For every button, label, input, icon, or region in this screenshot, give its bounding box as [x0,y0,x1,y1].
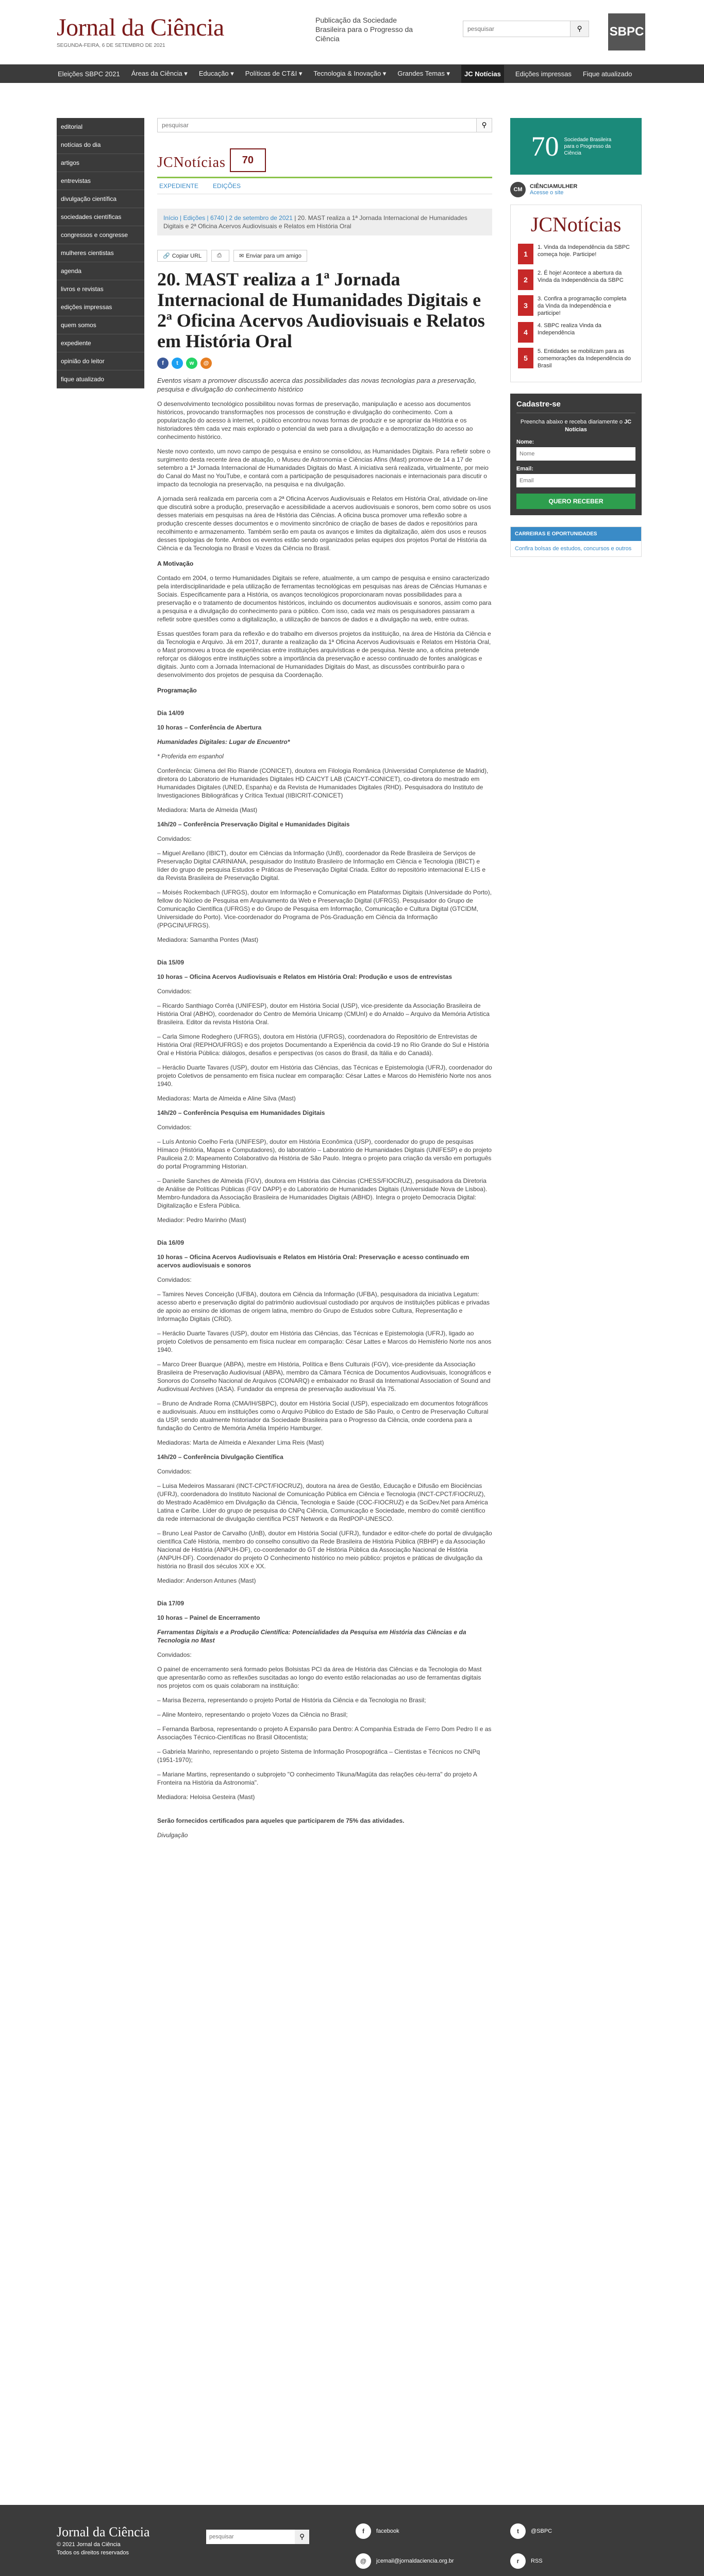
jc-noticias-logo-small [518,212,634,236]
article-paragraph: Contado em 2004, o termo Humanidades Digitais se refere, atualmente, a um campo de pesquisa e ensino caracterizado pela interdisciplinaridade e pela utilização de ferramentas tecnológicas em pesquisas nas áreas de Ciências Humanas e Sociais. Especificamente para a História, os avanços tecnológicos proporcionaram novas possibilidades para a preservação e o tratamento de documentos históricos, incluindo os documentos audiovisuais e sonoros, assim como para a pesquisa e a divulgação do conhecimento para o público. Com isso, cada vez mais os pesquisadores passaram a refletir sobre questões como a digitalização, a utilização de bancos de dados e a divulgação na web, entre outras. [157,574,492,623]
topnav-item[interactable]: Eleições SBPC 2021 [58,70,120,78]
program-line: – Bruno de Andrade Roma (CMA/IH/SBPC), doutor em História Social (USP), especializado em documentos fotográficos e audiovisuais. Atuou em instituições como o Arquivo Público do Estado de São Paulo, o Centro de Preservação Cultural da USP, sendo atualmente historiador da Sociedade Brasileira para o Progresso da Ciência, onde coordena para a fundação do Centro de Memória Amélia Império Hamburger. [157,1400,489,1432]
inner-search-button[interactable] [477,118,492,132]
sidebar-item[interactable]: sociedades científicas [57,208,144,226]
site-footer [0,2505,704,2576]
program-sess: 10 horas – Conferência de Abertura [157,724,262,731]
program-note: * Proferida em espanhol [157,753,224,760]
left-sidebar [57,118,144,388]
footer-email-label: jcemail@jornaldaciencia.org.br [376,2558,454,2564]
twitter-icon[interactable]: t [172,358,183,369]
program-line: Mediadoras: Marta de Almeida e Alexander Lima Reis (Mast) [157,1439,324,1446]
program-line: O painel de encerramento será formado pelos Bolsistas PCI da área de História das Ciências e da Tecnologia do Mast que apresentarão como as reflexões suscitadas ao longo do evento estão relacionadas ao uso de ferramentas digitais nos projetos com os quais colaboram na instituição: [157,1666,482,1689]
email-share-icon[interactable]: @ [200,358,212,369]
program-day: Dia 16/09 [157,1239,185,1246]
tab-edicoes[interactable]: EDIÇÕES [213,182,241,190]
search-icon: ⚲ [577,25,582,32]
signup-title: Cadastre-se [516,400,635,413]
print-button[interactable] [211,250,229,262]
search-icon: ⚲ [299,2533,305,2540]
footer-facebook-label: facebook [376,2528,399,2534]
topnav-item[interactable]: Edições impressas [515,70,572,78]
program-line: Convidados: [157,1468,192,1475]
program-line: – Marco Dreer Buarque (ABPA), mestre em História, Política e Bens Culturais (FGV), vice-presidente da Associação Brasileira de Preservação Audiovisual (ABPA), membro da Câmara Técnica de Documentos Audiovisuais, Iconográficos e Sonoros do Conselho Nacional de Arquivos (CONARQ) e embaixador no Brasil da International Association of Sound and Audiovisual Archives (IASA). Fundador da empresa de preservação audiovisual Via 75. [157,1361,491,1393]
footer-twitter-label: @SBPC [531,2528,552,2534]
sidebar-item[interactable]: entrevistas [57,172,144,190]
newsletter-signup [510,394,642,515]
signup-intro-text: Preencha abaixo e receba diariamente o [520,419,623,425]
header-search [463,21,589,37]
most-read-item[interactable] [518,348,634,369]
program-line: – Miguel Arellano (IBICT), doutor em Ciências da Informação (UnB), coordenador da Rede Brasileira de Serviços de Preservação Digital CARINIANA, pesquisador do Instituto Brasileiro de Informação em Ciência e Tecnologia (IBICT) e líder do grupo de pesquisa Estudos e Práticas de Preservação Digital Criada. Editor do repositório internacional E-LIS e da Revista Brasileira de Preservação Digital. [157,850,486,882]
header-search-button[interactable] [571,21,589,37]
most-read-text: 1. Vinda da Independência da SBPC começa hoje. Participe! [538,244,630,258]
article-body [157,400,492,694]
ciencia-mulher-icon: CM [510,182,526,197]
most-read-text: 2. É hoje! Acontece a abertura da Vinda da Independência da SBPC [538,270,624,283]
name-field[interactable] [516,447,635,461]
program-line: Mediadora: Samantha Pontes (Mast) [157,936,259,943]
sidebar-item[interactable]: quem somos [57,316,144,334]
footer-facebook-link[interactable] [356,2523,399,2539]
search-icon: ⚲ [481,121,487,129]
site-header [0,0,704,64]
topnav-item[interactable]: Fique atualizado [582,70,632,78]
program-sess: 10 horas – Painel de Encerramento [157,1614,260,1621]
inner-search [157,118,492,132]
topnav-item[interactable]: Políticas de CT&I ▾ [245,70,303,77]
program-line: – Aline Monteiro, representando o projeto Vozes da Ciência no Brasil; [157,1711,348,1718]
most-read-number: 3 [518,295,533,316]
careers-link[interactable]: Confira bolsas de estudos, concursos e outros [515,546,632,552]
sidebar-item[interactable]: editorial [57,118,144,136]
program-line: Conferência: Gimena del Rio Riande (CONICET), doutora em Filologia Românica (Universidad Complutense de Madrid), diretora do Laboratorio de Humanidades Digitales HD CAICYT LAB (CAICYT-CONICET), co-diretora do mestrado em Humanidades Digitales (UNED, Espanha) e da Revista de Humanidades Digitales (RHD). Pesquisadora do Instituto de Investigaciones Bibliográficas y Crítica Textual (IIBICRIT-CONICET) [157,767,489,799]
sbpc-70-banner[interactable] [510,118,642,175]
breadcrumb-links[interactable]: Início | Edições | 6740 | 2 de setembro de 2021 [163,214,293,222]
topnav-item[interactable]: Tecnologia & Inovação ▾ [313,70,387,77]
careers-title: CARREIRAS E OPORTUNIDADES [511,527,641,541]
program-line: Mediador: Pedro Marinho (Mast) [157,1216,246,1224]
sidebar-item[interactable]: fique atualizado [57,370,144,388]
send-friend-button[interactable] [233,250,307,262]
program-sess: 10 horas – Oficina Acervos Audiovisuais e Relatos em História Oral: Produção e usos de entrevistas [157,973,452,980]
most-read-number: 5 [518,348,533,368]
most-read-text: 5. Entidades se mobilizam para as comemorações da Independência do Brasil [538,348,631,369]
program-line: Convidados: [157,1276,192,1283]
most-read-text: 4. SBPC realiza Vinda da Independência [538,323,601,336]
certificate-note: Serão fornecidos certificados para aqueles que participarem de 75% das atividades. [157,1817,405,1824]
program-line: Mediador: Anderson Antunes (Mast) [157,1577,256,1584]
jcn-logo-prefix: JC [530,213,552,236]
article-paragraph: Essas questões foram para da reflexão e do trabalho em diversos projetos da instituição, na área de História da Ciência e da Tecnologia e Arquivo. Já em 2017, durante a realização da 1ª Oficina Acervos Audiovisuais e Relatos em História Oral, o Mast promoveu a troca de experiências entre instituições arquivísticas e de pesquisa. Neste ano, a oficina pretende reforçar os diálogos entre instituições sobre a importância da preservação e acesso continuado de fontes analógicas e digitais. Junto com a Jornada Internacional de Humanidades Digitais do Mast, as discussões contribuirão para o desenvolvimento dos projetos de pesquisa da Coordenação. [157,630,491,679]
whatsapp-icon[interactable]: w [186,358,197,369]
program-line: Mediadora: Heloisa Gesteira (Mast) [157,1793,255,1801]
program-line: – Luís Antonio Coelho Ferla (UNIFESP), doutor em História Econômica (USP), coordenador do grupo de pesquisas Hímaco (História, Mapas e Computadores), do laboratório – Laboratório de Humanidades Digitais (UNIFESP) e do projeto Pauliceia 2.0: Mapeamento Colaborativo da História de São Paulo. Integra o projeto para criação da versão em português do portal Programming Historian. [157,1138,492,1170]
program-line: Convidados: [157,1651,192,1658]
program-line: – Heráclio Duarte Tavares (USP), doutor em História das Ciências, das Técnicas e Epistemologia (UFRJ), ligado ao projeto Coletivos de pensamento em física nuclear em comparação: César Lattes e Marcos do Hemisfério Norte nos anos 1940. [157,1330,492,1353]
sidebar-item[interactable]: opinião do leitor [57,352,144,370]
sidebar-item[interactable]: livros e revistas [57,280,144,298]
program-line: Mediadora: Marta de Almeida (Mast) [157,806,258,814]
program-sess: 14h/20 – Conferência Preservação Digital e Humanidades Digitais [157,821,350,828]
sidebar-item[interactable]: expediente [57,334,144,352]
most-read-item[interactable] [518,322,634,343]
article-paragraph: Neste novo contexto, um novo campo de pesquisa e ensino se consolidou, as Humanidades Digitais. Para refletir sobre o surgimento desta recente área de atuação, o Museu de Astronomia e Ciências Afins (Mast) promove de 14 a 17 de setembro a 1ª Jornada Internacional de Humanidades Digitais do Mast. A iniciativa será realizada, virtualmente, por meio do Canal do Mast no YouTube, e contará com a participação de pesquisadores nacionais e internacionais para discutir o impacto da tecnologia na preservação, na pesquisa e na divulgação. [157,448,491,488]
footer-brand [57,2524,150,2556]
section-heading: A Motivação [157,560,194,567]
most-read-item[interactable] [518,269,634,290]
most-read-item[interactable] [518,295,634,317]
content-area [0,83,704,2505]
most-read-item[interactable] [518,244,634,264]
footer-twitter-link[interactable] [510,2523,552,2539]
site-logo-title[interactable]: Jornal da Ciência [57,14,224,41]
sidebar-item[interactable]: divulgação científica [57,190,144,208]
facebook-icon: f [356,2523,371,2539]
main-content [157,118,492,1839]
header-subtitle: Publicação da Sociedade Brasileira para o Progresso da Ciência [315,16,413,43]
link-icon: 🔗 [163,253,170,259]
program-line: Convidados: [157,835,192,842]
rss-icon: r [510,2553,526,2569]
jcn-logo-word: Notícias [552,213,622,236]
facebook-icon[interactable]: f [157,358,169,369]
sidebar-item[interactable]: edições impressas [57,298,144,316]
sidebar-item[interactable]: notícias do dia [57,136,144,154]
tab-expediente[interactable]: EXPEDIENTE [159,182,199,190]
careers-box [510,527,642,557]
brand [57,13,224,48]
signup-intro-strong: JC Notícias [565,419,632,433]
footer-search-button[interactable] [295,2530,309,2544]
program-line: – Danielle Sanches de Almeida (FGV), doutora em História das Ciências (CHESS/FIOCRUZ), pesquisadora da Diretoria de Análise de Políticas Públicas (FGV DAPP) e do Laboratório de Humanidades Digitais (Universidade Nova de Lisboa). Membro-fundadora da Associação Brasileira de Humanidades Digitais (ABHD). Integra o projeto Democracia Digital: Digitalização e Esfera Pública. [157,1177,488,1209]
article-paragraph: O desenvolvimento tecnológico possibilitou novas formas de preservação, manipulação e acesso aos documentos históricos, provocando transformações nos processos de construção e divulgação do conhecimento. Com a popularização do acesso à internet, o público encontrou novas formas de produzir e se apropriar da História e os historiadores têm cada vez mais explorado o potencial da web para a divulgação e a democratização do acesso ao conhecimento histórico. [157,400,473,440]
most-read-text: 3. Confira a programação completa da Vinda da Independência e participe! [538,296,627,316]
most-read-number: 4 [518,322,533,343]
article-paragraph: A jornada será realizada em parceria com a 2ª Oficina Acervos Audiovisuais e Relatos em História Oral, atividade on-line que discutirá sobre a produção, preservação e acessibilidade a acervos audiovisuais e sonoros, bem como sobre os usos desses materiais em pesquisas na área de História das Ciências. A oficina busca promover uma reflexão sobre a produção crescente desses documentos e o movimento sincrônico de criação de bases de dados e repositórios para recolhimento e armazenamento. Também serão em pauta os avanços e limites da digitalização, além dos usos e reusos desses tipologias de fonte. Ambos os eventos estão sendo organizados pelas equipes dos projetos Portal de História da Ciência e da Tecnologia no Brasil e Vozes da Ciência no Brasil. [157,495,491,552]
breadcrumb-current: | 20. MAST realiza a 1ª Jornada Internacional de Humanidades Digitais e 2ª Oficina Acervos Audiovisuais e Relatos em História Oral [163,214,467,230]
program-it: Humanidades Digitales: Lugar de Encuentro* [157,738,290,745]
topnav-item[interactable]: JC Notícias [461,65,504,83]
signup-submit-button[interactable]: QUERO RECEBER [516,494,635,509]
footer-rss-link[interactable] [510,2553,543,2569]
email-field[interactable] [516,474,635,487]
program-it: Ferramentas Digitais e a Produção Científica: Potencialidades da Pesquisa em História das Ciências e da Tecnologia no Mast [157,1629,466,1644]
program-line: Mediadoras: Marta de Almeida e Aline Silva (Mast) [157,1095,296,1102]
name-label: Nome: [516,439,534,445]
program-sess: 10 horas – Oficina Acervos Audiovisuais e Relatos em História Oral: Preservação e acesso continuado em acervos audiovisuais e sonoros [157,1253,470,1269]
twitter-icon: t [510,2523,526,2539]
copy-url-label: Copiar URL [172,252,202,259]
anniversary-badge: 70 [230,148,266,172]
footer-title[interactable]: Jornal da Ciência [57,2524,150,2539]
program-line: – Moisés Rockembach (UFRGS), doutor em Informação e Comunicação em Plataformas Digitais (Universidade do Porto), fellow do Núcleo de Pesquisa em Arquivamento da Web e Preservação Digital (UFRGS). Pesquisador do Grupo de Comunicação Científica (UFRGS) e do Grupo de Pesquisa em Informação, Comunicação e Cultura Digital (GTCIDM, Universidade do Porto). Vice-coordenador do Programa de Pós-Graduação em Ciência da Informação (PPGCIN/UFRGS). [157,889,492,929]
program-line: – Luisa Medeiros Massarani (INCT-CPCT/FIOCRUZ), doutora na área de Gestão, Educação e Difusão em Biociências (UFRJ), coordenadora do Instituto Nacional de Comunicação Pública em Ciência e Tecnologia (INCT-CPCT/FIOCRUZ), do Mestrado Acadêmico em Divulgação da Ciência, Tecnologia e Saúde (COC-FIOCRUZ) e da SciDev.Net para América Latina e Caribe. Líder do grupo de pesquisa do CNPq Ciência, Comunicação e Sociedade, membro do comitê científico da rede internacional de divulgação científica PCST Network e da RedPOP-UNESCO. [157,1482,488,1522]
program-line: Convidados: [157,1124,192,1131]
footer-copyright: © 2021 Jornal da Ciência [57,2541,121,2548]
ciencia-mulher-site-link[interactable]: Acesse o site [530,190,564,196]
footer-email-link[interactable] [356,2553,454,2569]
breadcrumb [157,209,492,235]
program-line: – Marisa Bezerra, representando o projeto Portal de História da Ciência e da Tecnologia no Brasil; [157,1697,426,1704]
right-sidebar [510,118,642,557]
program-line: – Heráclio Duarte Tavares (USP), doutor em História das Ciências, das Técnicas e Epistemologia (UFRJ), coordenador do projeto Coletivos de pensamento em física nuclear em comparação: César Lattes e Marcos do Hemisfério Norte nos anos 1940. [157,1064,492,1088]
section-heading: Programação [157,687,197,694]
footer-rss-label: RSS [531,2558,543,2564]
sidebar-item[interactable]: congressos e congresse [57,226,144,244]
article-signature: Divulgação [157,1832,188,1839]
jc-noticias-header [157,148,492,173]
jc-noticias-most-read [510,205,642,382]
footer-search-input[interactable] [206,2530,295,2544]
program-day: Dia 15/09 [157,959,185,966]
signup-intro [516,418,635,434]
anniv-number: 70 [531,131,559,162]
program-line: – Fernanda Barbosa, representando o projeto A Expansão para Dentro: A Companhia Estrada de Ferro Dom Pedro II e as Associações Técnico-Científicas no Brasil Oitocentista; [157,1725,492,1741]
program-day: Dia 14/09 [157,709,185,717]
print-icon: ⎙ [217,252,222,259]
jc-logo-prefix: JC [157,155,174,171]
sidebar-item[interactable]: mulheres cientistas [57,244,144,262]
article-title: 20. MAST realiza a 1ª Jornada Internacional de Humanidades Digitais e 2ª Oficina Acervos Audiovisuais e Relatos em História Oral [157,269,485,351]
program-line: Convidados: [157,988,192,995]
program-line: – Bruno Leal Pastor de Carvalho (UnB), doutor em História Social (UFRJ), fundador e editor-chefe do portal de divulgação científica Café História, membro do conselho consultivo da Rede Brasileira de História Pública (RBHP) e da Associação Nacional de História (ANPUH-DF), co-coordenador do GT de História Pública da Associação Nacional de História (ANPUH-DF). Coordenador do projeto O Conhecimento histórico no meio público: projetos e práticas de divulgação da história no Brasil dos séculos XIX e XX. [157,1530,492,1570]
program-day: Dia 17/09 [157,1600,185,1607]
program-line: – Tamires Neves Conceição (UFBA), doutora em Ciência da Informação (UFBA), pesquisadora da iniciativa Legatum: acesso aberto e preservação digital do patrimônio audiovisual custodiado por arquivos de instituições públicas e privadas de apoio ao ensino de idiomas de origem latina, membro do Grupo de Estudos sobre Cultura, Representação e Informação Digitais (CRiD). [157,1291,490,1323]
footer-search [206,2530,309,2544]
header-date: SEGUNDA-FEIRA, 6 DE SETEMBRO DE 2021 [57,43,165,48]
most-read-number: 2 [518,269,533,290]
article-closing [157,1817,492,1839]
topnav-item[interactable]: Grandes Temas ▾ [397,70,450,77]
email-icon: @ [356,2553,371,2569]
jc-noticias-logo[interactable] [157,148,226,173]
inner-search-input[interactable] [157,118,477,132]
ciencia-mulher-title: CIÊNCIAMULHER [530,183,578,190]
program-line: – Gabriela Marinho, representando o projeto Sistema de Informação Prosopográfica – Cientistas e Técnicos no CNPq (1951-1970); [157,1748,480,1764]
program-sess: 14h/20 – Conferência Pesquisa em Humanidades Digitais [157,1109,325,1116]
email-label: Email: [516,466,534,472]
footer-rights: Todos os direitos reservados [57,2550,129,2556]
sidebar-item[interactable]: artigos [57,154,144,172]
ciencia-mulher-link[interactable] [510,182,642,197]
topnav-item[interactable]: Educação ▾ [198,70,234,77]
jc-logo-word: Notícias [173,155,226,171]
program-sess: 14h/20 – Conferência Divulgação Científica [157,1453,283,1461]
topnav-item[interactable]: Áreas da Ciência ▾ [131,70,188,77]
program-line: – Mariane Martins, representando o subprojeto "O conhecimento Tikuna/Magüta das relações céu-terra" do projeto A Fronteira na História da Astronomia". [157,1771,477,1786]
header-search-input[interactable] [463,21,571,37]
program-line: – Ricardo Santhiago Corrêa (UNIFESP), doutor em História Social (USP), vice-presidente da Associação Brasileira de História Oral (ABHO), coordenador do Centro de Memória Unicamp (CMUnI) e do Arnaldo – Arquivo da Memória Artística Brasileira. Editor da revista História Oral. [157,1002,490,1026]
copy-url-button[interactable] [157,250,207,262]
social-share [157,358,492,369]
program-line: – Carla Simone Rodeghero (UFRGS), doutora em História (UFRGS), coordenadora do Repositório de Entrevistas de História Oral (REPHO/UFRGS) e dos projetos Documentando a Experiência da covid-19 no Rio Grande do Sul e História Oral e História Pública: diálogos, desafios e perspectivas (os casos do Brasil, da Itália e do Canadá). [157,1033,489,1057]
top-navigation [0,64,704,83]
most-read-list [518,244,634,369]
sbpc-logo[interactable]: SBPC [608,13,645,50]
most-read-number: 1 [518,244,533,264]
mail-icon: ✉ [239,253,244,259]
article-lead: Eventos visam a promover discussão acerca das possibilidades das novas tecnologias para a preservação, pesquisa e divulgação do conhecimento histórico [157,377,477,393]
program-list [157,709,492,1801]
send-friend-label: Enviar para um amigo [246,252,301,259]
sidebar-item[interactable]: agenda [57,262,144,280]
share-tools [157,250,492,262]
jc-tabs [157,178,492,194]
anniv-text: Sociedade Brasileira para o Progresso da Ciência [564,137,612,156]
